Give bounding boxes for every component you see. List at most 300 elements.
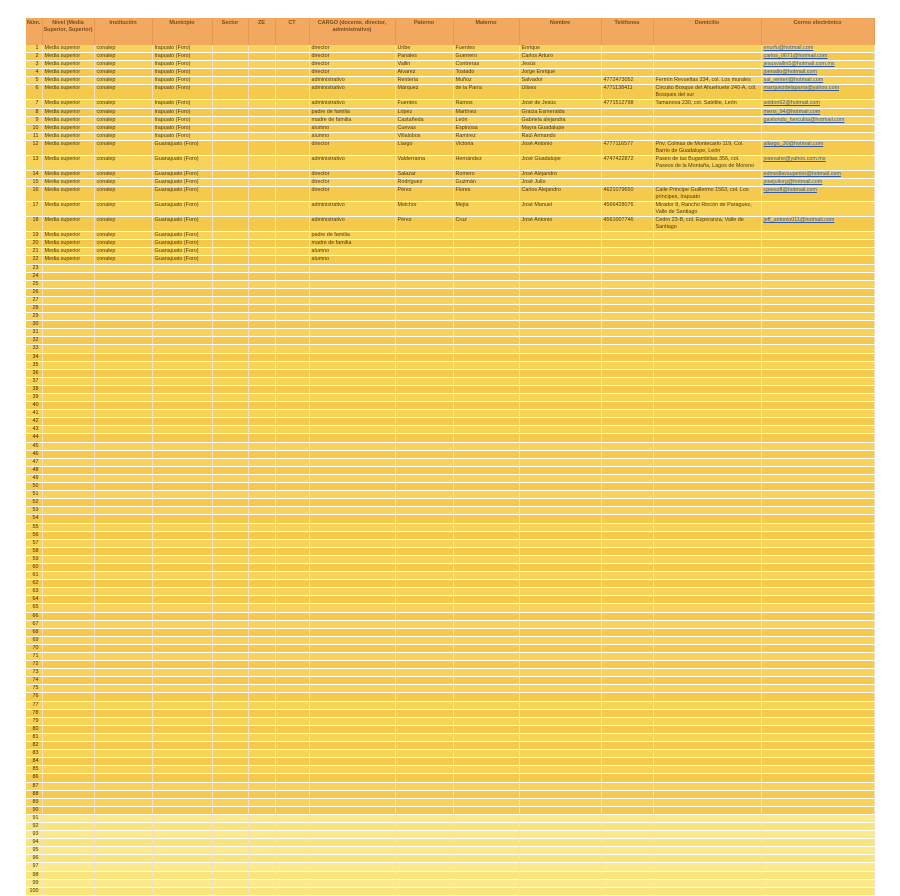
materno-cell — [453, 394, 519, 402]
ct-cell — [275, 321, 309, 329]
materno-cell — [453, 733, 519, 741]
paterno-cell — [395, 855, 453, 863]
correo-cell[interactable]: josejuliorg@hotmail.com — [761, 179, 874, 187]
correo-cell[interactable]: edmedlavsuperior@hotmail.com — [761, 170, 874, 178]
nombre-cell — [519, 701, 601, 709]
institucion-cell — [94, 402, 152, 410]
telefono-cell — [601, 458, 653, 466]
table-row — [26, 77, 874, 85]
ze-cell — [248, 264, 275, 272]
telefono-cell — [601, 750, 653, 758]
correo-cell[interactable]: allargo_30@hotmail.com — [761, 140, 874, 155]
sector-cell — [212, 280, 248, 288]
cargo-cell — [309, 394, 395, 402]
paterno-cell — [395, 418, 453, 426]
domicilio-cell — [653, 782, 761, 790]
ct-cell — [275, 580, 309, 588]
paterno-cell — [395, 863, 453, 871]
municipio-cell — [152, 563, 212, 571]
row-number: 73 — [26, 669, 42, 677]
institucion-cell — [94, 458, 152, 466]
ze-cell — [248, 644, 275, 652]
ct-cell — [275, 402, 309, 410]
nivel-cell — [42, 418, 94, 426]
sector-cell — [212, 248, 248, 256]
table-row — [26, 124, 874, 132]
correo-cell — [761, 709, 874, 717]
paterno-cell: Panales — [395, 53, 453, 61]
sector-cell — [212, 100, 248, 108]
correo-cell — [761, 653, 874, 661]
municipio-cell: Irapuato (Foro) — [152, 116, 212, 124]
sector-cell — [212, 140, 248, 155]
materno-cell — [453, 402, 519, 410]
nombre-cell — [519, 539, 601, 547]
table-row — [26, 766, 874, 774]
nombre-cell — [519, 377, 601, 385]
nombre-cell — [519, 547, 601, 555]
nivel-cell — [42, 369, 94, 377]
nivel-cell — [42, 288, 94, 296]
institucion-cell — [94, 474, 152, 482]
sector-cell — [212, 304, 248, 312]
correo-cell[interactable]: josevahe@yahoo.com.mx — [761, 155, 874, 170]
materno-cell: Flores — [453, 187, 519, 202]
table-row — [26, 100, 874, 108]
table-row — [26, 202, 874, 217]
institucion-cell: conalep — [94, 248, 152, 256]
correo-cell — [761, 725, 874, 733]
cargo-cell — [309, 288, 395, 296]
ze-cell — [248, 879, 275, 887]
institucion-cell — [94, 887, 152, 895]
municipio-cell — [152, 798, 212, 806]
cargo-cell — [309, 272, 395, 280]
materno-cell — [453, 644, 519, 652]
row-number: 100 — [26, 887, 42, 895]
paterno-cell — [395, 798, 453, 806]
institucion-cell — [94, 329, 152, 337]
ze-cell — [248, 774, 275, 782]
row-number: 2 — [26, 53, 42, 61]
telefono-cell: 4771138411 — [601, 85, 653, 100]
sector-cell — [212, 85, 248, 100]
nivel-cell — [42, 596, 94, 604]
cargo-cell: director — [309, 61, 395, 69]
nivel-cell: Media superior — [42, 53, 94, 61]
nivel-cell — [42, 515, 94, 523]
telefono-cell — [601, 426, 653, 434]
municipio-cell — [152, 515, 212, 523]
correo-cell[interactable]: gavilondo_herculita@hotmail.com — [761, 116, 874, 124]
header-materno: Materno — [453, 18, 519, 45]
cargo-cell — [309, 677, 395, 685]
correo-cell[interactable]: jeff_antonio011@hotmail.com — [761, 217, 874, 232]
domicilio-cell — [653, 377, 761, 385]
row-number: 18 — [26, 217, 42, 232]
sector-cell — [212, 814, 248, 822]
sector-cell — [212, 385, 248, 393]
nivel-cell — [42, 782, 94, 790]
ct-cell — [275, 612, 309, 620]
materno-cell: Espinosa — [453, 124, 519, 132]
institucion-cell — [94, 758, 152, 766]
ct-cell — [275, 507, 309, 515]
cargo-cell: director — [309, 45, 395, 53]
cargo-cell — [309, 402, 395, 410]
nivel-cell: Media superior — [42, 170, 94, 178]
table-row — [26, 272, 874, 280]
nivel-cell — [42, 669, 94, 677]
nivel-cell — [42, 313, 94, 321]
cargo-cell — [309, 410, 395, 418]
cargo-cell — [309, 806, 395, 814]
materno-cell — [453, 677, 519, 685]
nivel-cell — [42, 693, 94, 701]
cargo-cell — [309, 628, 395, 636]
nombre-cell — [519, 588, 601, 596]
materno-cell — [453, 669, 519, 677]
ze-cell — [248, 304, 275, 312]
municipio-cell — [152, 296, 212, 304]
ze-cell — [248, 515, 275, 523]
telefono-cell — [601, 256, 653, 264]
ct-cell — [275, 337, 309, 345]
materno-cell — [453, 782, 519, 790]
sector-cell — [212, 394, 248, 402]
ze-cell — [248, 887, 275, 895]
telefono-cell — [601, 693, 653, 701]
ze-cell — [248, 45, 275, 53]
ct-cell — [275, 61, 309, 69]
correo-cell — [761, 402, 874, 410]
institucion-cell: conalep — [94, 124, 152, 132]
ct-cell — [275, 709, 309, 717]
domicilio-cell — [653, 474, 761, 482]
telefono-cell — [601, 863, 653, 871]
institucion-cell: conalep — [94, 53, 152, 61]
municipio-cell — [152, 847, 212, 855]
nombre-cell: Gabriela alejandra — [519, 116, 601, 124]
telefono-cell — [601, 701, 653, 709]
telefono-cell — [601, 361, 653, 369]
ct-cell — [275, 539, 309, 547]
nivel-cell: Media superior — [42, 124, 94, 132]
nombre-cell — [519, 329, 601, 337]
institucion-cell — [94, 369, 152, 377]
institucion-cell: conalep — [94, 140, 152, 155]
municipio-cell — [152, 806, 212, 814]
correo-cell[interactable]: cperezfl@hotmail.com — [761, 187, 874, 202]
nombre-cell — [519, 345, 601, 353]
table-row — [26, 620, 874, 628]
materno-cell — [453, 426, 519, 434]
nivel-cell — [42, 725, 94, 733]
sector-cell — [212, 847, 248, 855]
cargo-cell — [309, 474, 395, 482]
domicilio-cell — [653, 588, 761, 596]
nombre-cell — [519, 248, 601, 256]
paterno-cell — [395, 264, 453, 272]
materno-cell — [453, 620, 519, 628]
ct-cell — [275, 77, 309, 85]
ct-cell — [275, 774, 309, 782]
correo-cell[interactable]: meris_94@hotmail.com — [761, 108, 874, 116]
materno-cell — [453, 871, 519, 879]
municipio-cell: Guanajuato (Foro) — [152, 155, 212, 170]
telefono-cell — [601, 758, 653, 766]
nombre-cell — [519, 232, 601, 240]
table-row — [26, 588, 874, 596]
ct-cell — [275, 806, 309, 814]
cargo-cell — [309, 385, 395, 393]
table-row — [26, 140, 874, 155]
ct-cell — [275, 483, 309, 491]
row-number: 63 — [26, 588, 42, 596]
nombre-cell: Raúl Armando — [519, 132, 601, 140]
municipio-cell — [152, 377, 212, 385]
domicilio-cell — [653, 53, 761, 61]
ze-cell — [248, 563, 275, 571]
institucion-cell: conalep — [94, 132, 152, 140]
correo-cell — [761, 539, 874, 547]
row-number: 43 — [26, 426, 42, 434]
nivel-cell — [42, 361, 94, 369]
sector-cell — [212, 402, 248, 410]
row-number: 93 — [26, 831, 42, 839]
materno-cell — [453, 596, 519, 604]
row-number: 49 — [26, 474, 42, 482]
ct-cell — [275, 426, 309, 434]
institucion-cell — [94, 725, 152, 733]
correo-cell[interactable]: sal_renteri@hotmail.com — [761, 77, 874, 85]
institucion-cell — [94, 798, 152, 806]
paterno-cell — [395, 669, 453, 677]
telefono-cell — [601, 321, 653, 329]
row-number: 59 — [26, 555, 42, 563]
institucion-cell — [94, 272, 152, 280]
correo-cell[interactable]: marquezdelaparra@yahoo.com — [761, 85, 874, 100]
table-row — [26, 677, 874, 685]
materno-cell — [453, 499, 519, 507]
cargo-cell — [309, 863, 395, 871]
header-institucion: Institución — [94, 18, 152, 45]
materno-cell — [453, 248, 519, 256]
correo-cell — [761, 345, 874, 353]
cargo-cell — [309, 887, 395, 895]
cargo-cell: director — [309, 53, 395, 61]
row-number: 39 — [26, 394, 42, 402]
institucion-cell — [94, 839, 152, 847]
domicilio-cell — [653, 847, 761, 855]
ct-cell — [275, 628, 309, 636]
telefono-cell — [601, 855, 653, 863]
sector-cell — [212, 329, 248, 337]
ct-cell — [275, 100, 309, 108]
telefono-cell — [601, 798, 653, 806]
row-number: 24 — [26, 272, 42, 280]
materno-cell — [453, 361, 519, 369]
header-cargo: CARGO (docente, director, administrativo) — [309, 18, 395, 45]
domicilio-cell — [653, 693, 761, 701]
ze-cell — [248, 426, 275, 434]
paterno-cell — [395, 644, 453, 652]
nivel-cell — [42, 806, 94, 814]
institucion-cell — [94, 499, 152, 507]
correo-cell[interactable]: soldon62@hotmail.com — [761, 100, 874, 108]
municipio-cell — [152, 887, 212, 895]
institucion-cell — [94, 304, 152, 312]
municipio-cell — [152, 758, 212, 766]
table-row — [26, 871, 874, 879]
row-number: 7 — [26, 100, 42, 108]
domicilio-cell — [653, 313, 761, 321]
paterno-cell — [395, 483, 453, 491]
ze-cell — [248, 232, 275, 240]
domicilio-cell — [653, 806, 761, 814]
correo-cell — [761, 232, 874, 240]
materno-cell — [453, 507, 519, 515]
ze-cell — [248, 661, 275, 669]
municipio-cell — [152, 337, 212, 345]
table-row — [26, 782, 874, 790]
sector-cell — [212, 677, 248, 685]
institucion-cell — [94, 653, 152, 661]
municipio-cell — [152, 466, 212, 474]
paterno-cell — [395, 628, 453, 636]
domicilio-cell — [653, 863, 761, 871]
paterno-cell — [395, 563, 453, 571]
municipio-cell — [152, 661, 212, 669]
cargo-cell — [309, 313, 395, 321]
correo-cell — [761, 466, 874, 474]
municipio-cell — [152, 572, 212, 580]
ct-cell — [275, 474, 309, 482]
municipio-cell — [152, 329, 212, 337]
institucion-cell: conalep — [94, 116, 152, 124]
row-number: 29 — [26, 313, 42, 321]
nombre-cell — [519, 580, 601, 588]
correo-cell[interactable]: joenalto@hotmail.com — [761, 69, 874, 77]
cargo-cell — [309, 280, 395, 288]
institucion-cell — [94, 774, 152, 782]
correo-cell[interactable]: carlos_0671@hotmail.com — [761, 53, 874, 61]
table-row — [26, 313, 874, 321]
correo-cell[interactable]: enurfu@hotmail.com — [761, 45, 874, 53]
table-row — [26, 353, 874, 361]
cargo-cell — [309, 733, 395, 741]
nombre-cell — [519, 296, 601, 304]
ze-cell — [248, 733, 275, 741]
table-row — [26, 612, 874, 620]
domicilio-cell — [653, 248, 761, 256]
institucion-cell — [94, 661, 152, 669]
materno-cell — [453, 418, 519, 426]
municipio-cell: Irapuato (Foro) — [152, 45, 212, 53]
nivel-cell — [42, 612, 94, 620]
row-number: 31 — [26, 329, 42, 337]
domicilio-cell — [653, 644, 761, 652]
correo-cell — [761, 202, 874, 217]
ze-cell — [248, 85, 275, 100]
ct-cell — [275, 563, 309, 571]
domicilio-cell — [653, 108, 761, 116]
sector-cell — [212, 661, 248, 669]
telefono-cell — [601, 806, 653, 814]
correo-cell — [761, 580, 874, 588]
nombre-cell — [519, 871, 601, 879]
sector-cell — [212, 709, 248, 717]
sector-cell — [212, 458, 248, 466]
cargo-cell: director — [309, 140, 395, 155]
institucion-cell — [94, 531, 152, 539]
materno-cell — [453, 742, 519, 750]
contacts-table — [26, 18, 875, 896]
telefono-cell: 4561007746 — [601, 217, 653, 232]
row-number: 53 — [26, 507, 42, 515]
materno-cell — [453, 240, 519, 248]
materno-cell — [453, 466, 519, 474]
paterno-cell — [395, 402, 453, 410]
row-number: 45 — [26, 442, 42, 450]
paterno-cell: Pérez — [395, 217, 453, 232]
ze-cell — [248, 612, 275, 620]
nivel-cell — [42, 280, 94, 288]
correo-cell — [761, 280, 874, 288]
institucion-cell — [94, 855, 152, 863]
materno-cell — [453, 693, 519, 701]
materno-cell — [453, 256, 519, 264]
sector-cell — [212, 685, 248, 693]
row-number: 42 — [26, 418, 42, 426]
nombre-cell: Salvador — [519, 77, 601, 85]
materno-cell: Muñoz — [453, 77, 519, 85]
municipio-cell — [152, 483, 212, 491]
table-row — [26, 116, 874, 124]
cargo-cell: alumno — [309, 124, 395, 132]
institucion-cell — [94, 539, 152, 547]
domicilio-cell — [653, 750, 761, 758]
table-row — [26, 750, 874, 758]
paterno-cell: Vallin — [395, 61, 453, 69]
nivel-cell: Media superior — [42, 69, 94, 77]
row-number: 65 — [26, 604, 42, 612]
row-number: 68 — [26, 628, 42, 636]
nombre-cell: José Guadalupe — [519, 155, 601, 170]
cargo-cell — [309, 839, 395, 847]
nivel-cell — [42, 701, 94, 709]
nombre-cell — [519, 685, 601, 693]
cargo-cell — [309, 361, 395, 369]
paterno-cell — [395, 474, 453, 482]
cargo-cell — [309, 766, 395, 774]
correo-cell[interactable]: jesusvallin5@hotmail.com.mx — [761, 61, 874, 69]
row-number: 20 — [26, 240, 42, 248]
ze-cell — [248, 132, 275, 140]
nivel-cell — [42, 677, 94, 685]
telefono-cell — [601, 580, 653, 588]
cargo-cell — [309, 499, 395, 507]
materno-cell — [453, 458, 519, 466]
sector-cell — [212, 69, 248, 77]
sector-cell — [212, 61, 248, 69]
row-number: 84 — [26, 758, 42, 766]
telefono-cell — [601, 871, 653, 879]
nombre-cell — [519, 798, 601, 806]
ze-cell — [248, 53, 275, 61]
paterno-cell — [395, 701, 453, 709]
institucion-cell — [94, 264, 152, 272]
